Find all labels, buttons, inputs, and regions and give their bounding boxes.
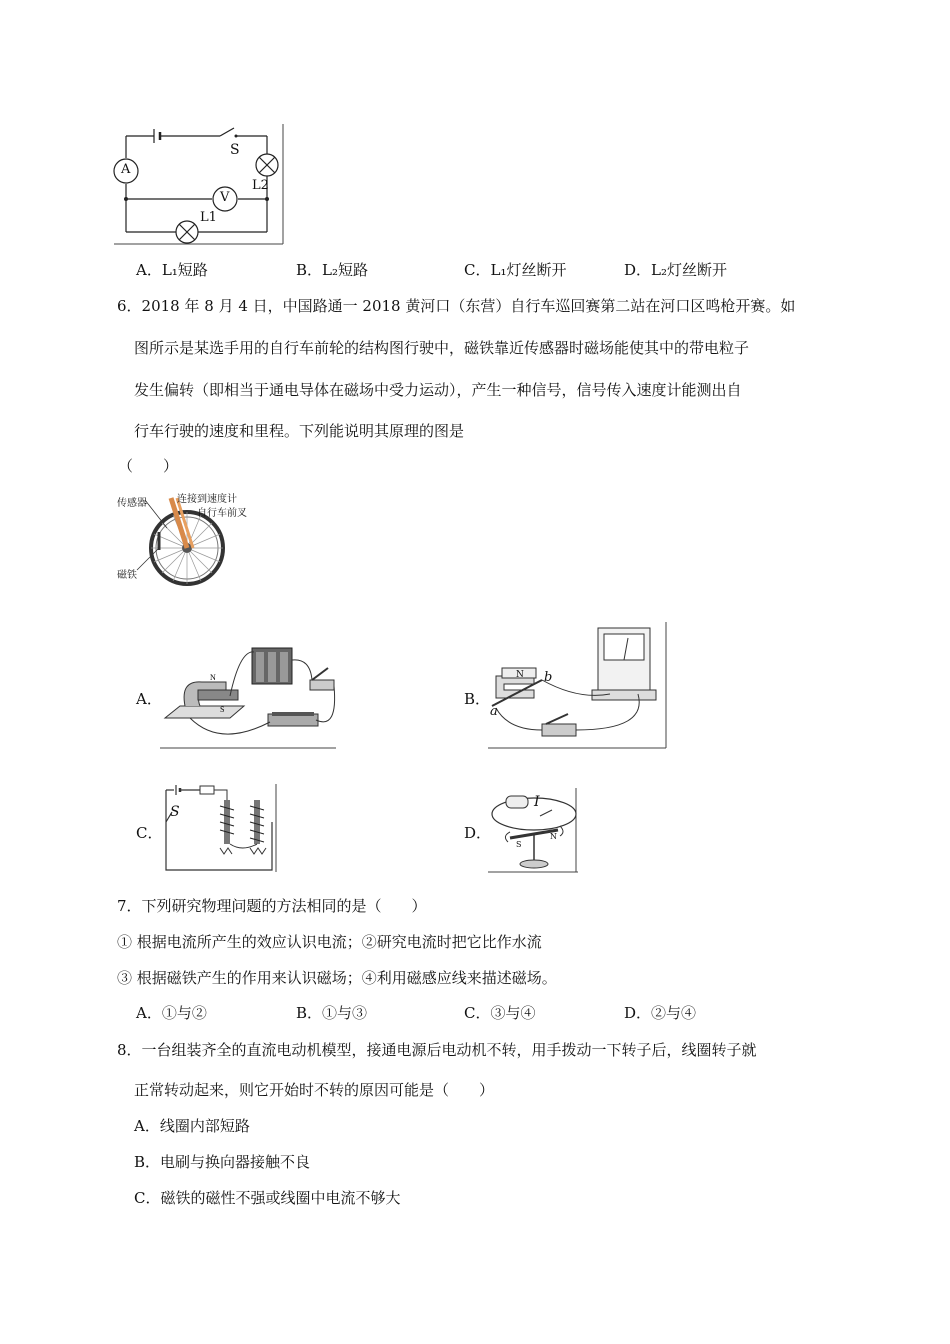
svg-text:S: S: [220, 705, 225, 714]
voltmeter-label: V: [220, 190, 230, 205]
q7-option-d[interactable]: D．②与④: [624, 1004, 697, 1022]
q6d-n-label: N: [550, 832, 557, 841]
q6c-s-label: S: [170, 804, 180, 820]
q6-option-c-label[interactable]: C．: [136, 824, 163, 842]
q6b-a-label: a: [490, 704, 498, 719]
q6-stem-line-3: 发生偏转（即相当于通电导体在磁场中受力运动），产生一种信号，信号传入速度计能测出自: [134, 381, 742, 399]
q7-option-a[interactable]: A．①与②: [136, 1004, 207, 1022]
q5-option-a[interactable]: A．L₁短路: [136, 261, 208, 279]
q8-option-a[interactable]: A．线圈内部短路: [134, 1117, 250, 1135]
q6-answer-bracket: （ ）: [118, 457, 179, 475]
bicycle-wheel-figure: [115, 488, 260, 588]
q5-option-d[interactable]: D．L₂灯丝断开: [624, 261, 728, 279]
q8-stem-line-2: 正常转动起来，则它开始时不转的原因可能是（ ）: [134, 1081, 495, 1099]
svg-text:N: N: [210, 673, 216, 682]
q8-option-c[interactable]: C．磁铁的磁性不强或线圈中电流不够大: [134, 1189, 401, 1207]
q6-option-b-figure[interactable]: [488, 620, 668, 750]
q6d-i-label: I: [534, 794, 540, 810]
q6-option-a-figure[interactable]: [160, 630, 338, 750]
q6-stem-line-1: 6．2018 年 8 月 4 日，中国路通一 2018 黄河口（东营）自行车巡回赛第二站在河口区鸣枪开赛。如: [117, 297, 796, 315]
q6-option-d-label[interactable]: D．: [464, 824, 492, 842]
q8-stem-line-1: 8．一台组装齐全的直流电动机模型，接通电源后电动机不转，用手拨动一下转子后，线圈转子就: [117, 1041, 757, 1059]
q6d-s-label: S: [516, 840, 522, 849]
fork-label: 自行车前叉: [197, 508, 247, 519]
lamp2-label: L2: [252, 178, 269, 193]
q6-option-b-label[interactable]: B．: [464, 690, 491, 708]
q6-option-a-label[interactable]: A．: [136, 690, 162, 708]
speedometer-label: 连接到速度计: [177, 494, 237, 505]
q5-option-c[interactable]: C．L₁灯丝断开: [464, 261, 567, 279]
ammeter-label: A: [121, 162, 131, 177]
q7-line-1: ① 根据电流所产生的效应认识电流；②研究电流时把它比作水流: [117, 933, 542, 951]
magnet-label: 磁铁: [117, 570, 137, 581]
q7-option-b[interactable]: B．①与③: [296, 1004, 368, 1022]
q6-option-d-figure[interactable]: [488, 786, 580, 874]
sensor-label: 传感器: [117, 498, 147, 509]
q6-option-c-figure[interactable]: [158, 782, 280, 874]
q5-option-b[interactable]: B．L₂短路: [296, 261, 368, 279]
q7-stem: 7．下列研究物理问题的方法相同的是（ ）: [117, 897, 427, 915]
q6b-b-label: b: [544, 670, 553, 685]
switch-label: S: [230, 142, 240, 158]
q7-option-c[interactable]: C．③与④: [464, 1004, 536, 1022]
lamp1-label: L1: [200, 210, 217, 225]
circuit-diagram-q5: [112, 122, 287, 247]
q8-option-b[interactable]: B．电刷与换向器接触不良: [134, 1153, 311, 1171]
q7-line-2: ③ 根据磁铁产生的作用来认识磁场；④利用磁感应线来描述磁场。: [117, 969, 557, 987]
q6-stem-line-4: 行车行驶的速度和里程。下列能说明其原理的图是: [134, 422, 465, 440]
q6-stem-line-2: 图所示是某选手用的自行车前轮的结构图行驶中，磁铁靠近传感器时磁场能使其中的带电粒子: [134, 339, 750, 357]
q6b-n-label: N: [516, 670, 524, 680]
